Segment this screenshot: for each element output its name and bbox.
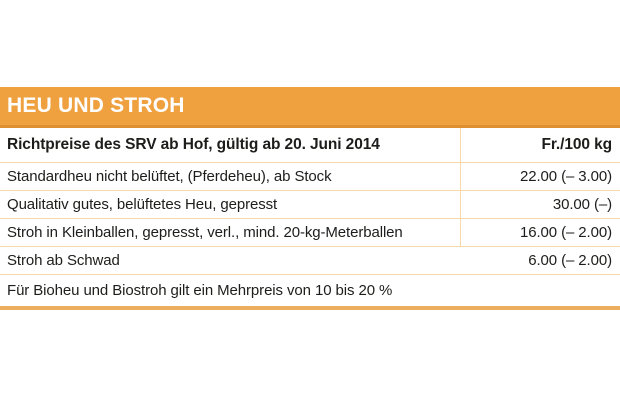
column-divider (460, 128, 461, 247)
table-row (0, 191, 620, 219)
table-row (0, 247, 620, 275)
section-banner (0, 87, 620, 128)
row-price: 6.00 (– 2.00) (528, 252, 612, 269)
row-label: Standardheu nicht belüftet, (Pferdeheu), ab Stock (7, 168, 332, 185)
row-label: Stroh in Kleinballen, gepresst, verl., mind. 20-kg-Meterballen (7, 224, 403, 241)
row-price: 30.00 (–) (552, 196, 612, 213)
table-row (0, 163, 620, 191)
row-price: 16.00 (– 2.00) (520, 224, 612, 241)
row-price: 22.00 (– 3.00) (520, 168, 612, 185)
table-header-unit: Fr./100 kg (541, 136, 612, 153)
row-label: Stroh ab Schwad (7, 252, 120, 269)
row-label: Qualitativ gutes, belüftetes Heu, gepresst (7, 196, 278, 213)
footnote-text: Für Bioheu und Biostroh gilt ein Mehrpreis von 10 bis 20 % (7, 282, 393, 299)
table-footnote-row (0, 275, 620, 310)
table-header-row (0, 128, 620, 163)
table-row (0, 219, 620, 247)
table-header-label: Richtpreise des SRV ab Hof, gültig ab 20. Juni 2014 (7, 136, 380, 153)
price-table (0, 128, 620, 310)
section-title: HEU UND STROH (7, 94, 185, 117)
